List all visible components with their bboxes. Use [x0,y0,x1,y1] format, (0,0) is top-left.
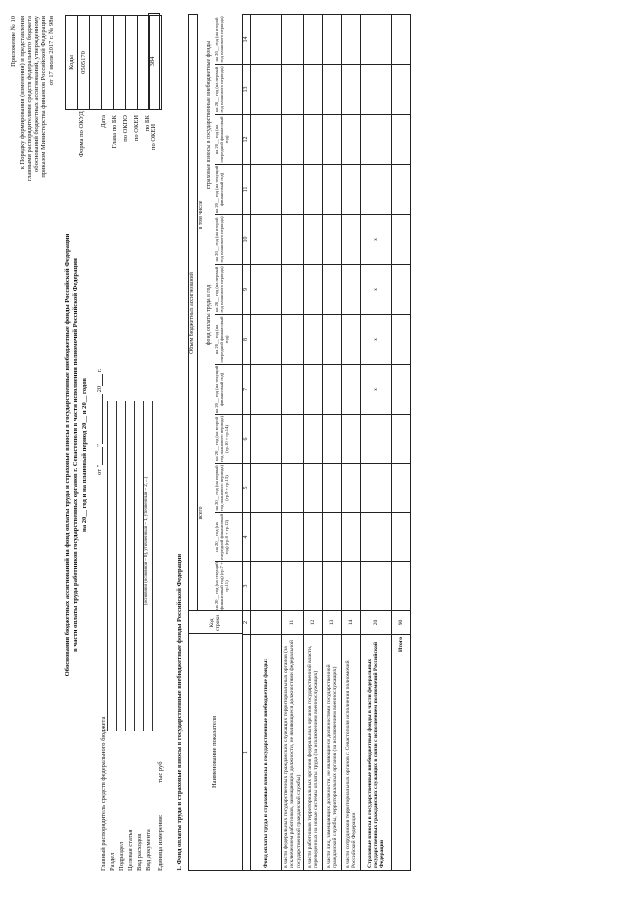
meta-field-label: Целевая статья [127,829,134,871]
meta-field-label: Подраздел [118,841,125,871]
column-number: 5 [243,464,251,513]
value-cell[interactable] [342,265,361,315]
value-cell[interactable] [323,115,342,165]
meta-field-line [125,401,126,731]
value-cell[interactable] [323,513,342,562]
codes-side-label: Глава по БК [111,115,118,149]
header-name-cell [188,633,243,871]
header-fot: фонд оплаты труда в год [206,284,212,346]
appendix-line: от 17 июля 2017 г. № 98н [47,16,55,86]
okei-label: по ОКЕИ [150,123,157,150]
header-code-cell [188,610,243,635]
row-name: Фонд оплаты труда и страховые взносы в государственные внебюджетные фонды: [251,635,282,871]
sub-header: на 20__ год (на текущий финансовый год) [215,365,242,415]
table-row [361,15,392,871]
table-row [323,15,342,871]
value-cell[interactable] [251,115,282,165]
row-code: 90 [392,611,411,635]
table-header [188,15,242,871]
value-cell[interactable] [304,115,323,165]
value-cell[interactable] [304,315,323,365]
meta-field-line [107,401,108,731]
row-code: 12 [304,611,323,635]
value-cell[interactable] [361,464,392,513]
sub-header: на 20__ год (на очередной финансовый год) (гр.8 + гр.12) [215,513,242,562]
sub-header: на 20__ год (на текущий финансовый год) (гр.7 + гр.11) [215,562,242,611]
value-cell[interactable] [392,464,411,513]
sub-header: на 20__ год (на второй год планового периода) [215,15,242,65]
header-incl: в том числе [198,200,204,230]
value-cell[interactable] [304,165,323,215]
sub-header: на 20__ год (на первый год планового периода) [215,65,242,115]
value-cell[interactable] [251,15,282,65]
value-cell[interactable] [342,165,361,215]
table-row [392,15,411,871]
codes-row [126,16,138,110]
row-name: в части работников территориальных органов федеральных органов государственной власти, переведенных на новые системы оплаты труда (за исключением военнослужащих) [304,635,323,871]
value-cell[interactable] [282,315,304,365]
column-number: 7 [243,365,251,415]
value-cell[interactable] [392,65,411,115]
value-cell[interactable] [251,65,282,115]
codes-row-value [114,16,126,110]
value-cell[interactable] [282,265,304,315]
meta-field-row [118,401,127,871]
value-cell[interactable] [361,165,392,215]
unit-value: тыс руб [157,761,164,783]
value-cell[interactable] [251,415,282,464]
value-cell[interactable] [282,165,304,215]
column-number: 13 [243,65,251,115]
value-cell[interactable] [251,513,282,562]
column-number: 10 [243,215,251,265]
column-number: 12 [243,115,251,165]
value-cell[interactable] [304,215,323,265]
meta-field-row [109,401,118,871]
meta-field-row [127,401,136,871]
column-number: 6 [243,415,251,464]
row-code [251,611,282,635]
row-name: Итого [392,635,411,871]
meta-field-line [116,401,117,731]
value-cell[interactable] [361,15,392,65]
value-cell[interactable] [342,562,361,611]
value-cell[interactable] [361,115,392,165]
value-cell[interactable] [323,215,342,265]
value-cell[interactable] [323,165,342,215]
value-cell[interactable] [251,215,282,265]
value-cell[interactable] [304,365,323,415]
table-row [304,15,323,871]
value-cell[interactable] [304,464,323,513]
row-name: в части сотрудников территориальных органов г. Севастополя исполнения полномочий Российской Федерации [342,635,361,871]
row-name: Страховые взносы в государственные внебюджетные фонды в части федеральных государственных гражданских служащих в связи с исполнением полномочий Российской Федерации [361,635,392,871]
value-cell[interactable] [342,215,361,265]
meta-field-line [152,401,153,731]
header-ins: страховые взносы в государственные внебюджетные фонды [206,40,212,190]
sub-headers [215,15,242,611]
value-cell[interactable] [251,464,282,513]
value-cell[interactable] [323,464,342,513]
sub-header: на 20__ год (на второй год планового периода) (гр.10 + гр.14) [215,415,242,464]
column-number: 14 [243,15,251,65]
meta-fields [100,401,154,871]
value-cell[interactable] [342,513,361,562]
x-mark-cell: x [361,215,392,265]
section-title: 1. Фонд оплаты труда и страховые взносы в государственные внебюджетные фонды Российской Федерации [176,553,183,871]
meta-field-label: Вид расходов [136,833,143,871]
codes-side-label: по БК [144,115,151,132]
appendix-lines [19,16,55,356]
value-cell[interactable] [392,115,411,165]
column-number: 2 [243,611,251,635]
unit-label: Единица измерения: [157,814,164,871]
sub-header: на 20__ год (на очередной финансовый год) [215,315,242,365]
header-vsego: всего [198,506,204,520]
row-code: 20 [361,611,392,635]
okei-value: 384 [149,56,156,67]
codes-row [102,16,114,110]
value-cell[interactable] [323,415,342,464]
value-cell[interactable] [251,562,282,611]
value-cell[interactable] [392,165,411,215]
appendix-line: главными распорядителями средств федерального бюджета [26,16,34,182]
codes-row [114,16,126,110]
unit-line [157,761,164,871]
value-cell[interactable] [392,315,411,365]
value-cell[interactable] [304,562,323,611]
value-cell[interactable] [251,365,282,415]
appendix-line: обоснований бюджетных ассигнований, утвержденному [33,16,41,172]
value-cell[interactable] [392,265,411,315]
codes-date-row-value [90,16,102,110]
row-name: в части федеральных государственных гражданских служащих территориальных органов (за исключением работников, замещающих должности, не являющиеся должностями федеральной государственной гражданской службы) [282,635,304,871]
header-total-cell [188,14,198,611]
sub-header: на 20__ год (на второй год планового периода) [215,215,242,265]
value-cell[interactable] [304,265,323,315]
codes-okud-row [78,16,90,110]
header-total: Объем бюджетных ассигнований [189,272,195,354]
value-cell[interactable] [251,315,282,365]
value-cell[interactable] [342,15,361,65]
value-cell[interactable] [392,513,411,562]
codes-header-row-value: Коды [66,16,78,110]
value-cell[interactable] [342,315,361,365]
sub-header: на 20__ год (на первый год планового периода) (гр.9 + гр.13) [215,464,242,513]
okud-label: Форма по ОКУД [78,111,85,157]
value-cell[interactable] [251,165,282,215]
codes-header-row [66,16,78,110]
meta-field-row [136,401,145,871]
value-cell[interactable] [282,562,304,611]
value-cell[interactable] [282,215,304,265]
meta-field-label: Вид документа [145,829,152,871]
value-cell[interactable] [323,562,342,611]
column-number: 4 [243,513,251,562]
appendix-line: к Порядку формирования (изменения) и представления [19,16,26,170]
column-number: 1 [243,635,251,871]
value-cell[interactable] [342,65,361,115]
value-cell[interactable] [392,365,411,415]
table-row [342,15,361,871]
value-cell[interactable] [342,365,361,415]
value-cell[interactable] [323,15,342,65]
value-cell[interactable] [323,365,342,415]
table-row [251,15,282,871]
appendix-title: Приложение № 10 [10,16,17,67]
column-number-row [243,15,251,871]
value-cell[interactable] [282,365,304,415]
value-cell[interactable] [361,562,392,611]
title-line: в части оплаты труда работников государственных органов г. Севастополя в части исполнения полномочий Российской Федерации [72,258,80,652]
value-cell[interactable] [361,65,392,115]
sub-header: на 20__ год (на первый год планового периода) [215,265,242,315]
title-line: Обоснования бюджетных ассигнований на фонд оплаты труда и страховые взносы в государственные внебюджетные фонды Российской Федерации [64,233,71,677]
value-cell[interactable] [304,65,323,115]
appendix-line: приказом Министерства финансов Российской Федерации [40,16,48,178]
value-cell[interactable] [304,513,323,562]
sub-header: на 20__ год (на текущий финансовый год) [215,165,242,215]
value-cell[interactable] [251,265,282,315]
value-cell[interactable] [282,15,304,65]
value-cell[interactable] [282,513,304,562]
x-mark-cell: x [361,265,392,315]
row-code: 14 [342,611,361,635]
budget-table [242,14,411,871]
row-name: в части лиц, замещающих должности, не являющиеся должностями государственной гражданской службы, территориальных органов (за исключением военнослужащих) [323,635,342,871]
meta-field-line [134,401,135,731]
meta-field-row [145,401,154,871]
value-cell[interactable] [392,562,411,611]
value-cell[interactable] [323,315,342,365]
table-row [282,15,304,871]
column-number: 9 [243,265,251,315]
sub-header: на 20__ год (на очередной финансовый год) [215,115,242,165]
codes-okud-row-value: 0505170 [78,16,90,110]
meta-field-label: Главный распорядитель средств федерального бюджета [100,716,107,871]
codes-date-row [90,16,102,110]
value-cell[interactable] [282,464,304,513]
column-number: 11 [243,165,251,215]
column-number: 3 [243,562,251,611]
codes-side-label: Дата [100,115,107,128]
value-cell[interactable] [304,15,323,65]
okei-box [148,13,160,110]
value-cell[interactable] [342,464,361,513]
value-cell[interactable] [282,115,304,165]
value-cell[interactable] [342,415,361,464]
x-mark-cell: x [361,315,392,365]
value-cell[interactable] [361,513,392,562]
value-cell[interactable] [323,265,342,315]
value-cell[interactable] [361,415,392,464]
meta-field-label: Раздел [109,852,116,871]
value-cell[interactable] [304,415,323,464]
header-code: Код строки [209,614,222,632]
codes-row-value [102,16,114,110]
codes-row-value [126,16,138,110]
date-line: от "" 20 г. [96,368,103,475]
value-cell[interactable] [282,415,304,464]
value-cell[interactable] [392,15,411,65]
row-code: 13 [323,611,342,635]
value-cell[interactable] [392,215,411,265]
codes-side-label: по ОКПО [122,115,129,142]
codes-side-label: по ОКЕИ [133,115,140,142]
value-cell[interactable] [282,65,304,115]
document-title [64,105,89,805]
meta-field-row [100,401,109,871]
value-cell[interactable] [323,65,342,115]
header-name: Наименование показателя [211,715,218,789]
meta-hint: (основной (основной – 0), уточненный – 1, уточненный – 2, ...) [144,476,149,605]
value-cell[interactable] [342,115,361,165]
title-line: на 20__ год и на плановый период 20__ и 20__ годов [80,378,88,532]
x-mark-cell: x [361,365,392,415]
column-number: 8 [243,315,251,365]
row-code: 11 [282,611,304,635]
value-cell[interactable] [392,415,411,464]
